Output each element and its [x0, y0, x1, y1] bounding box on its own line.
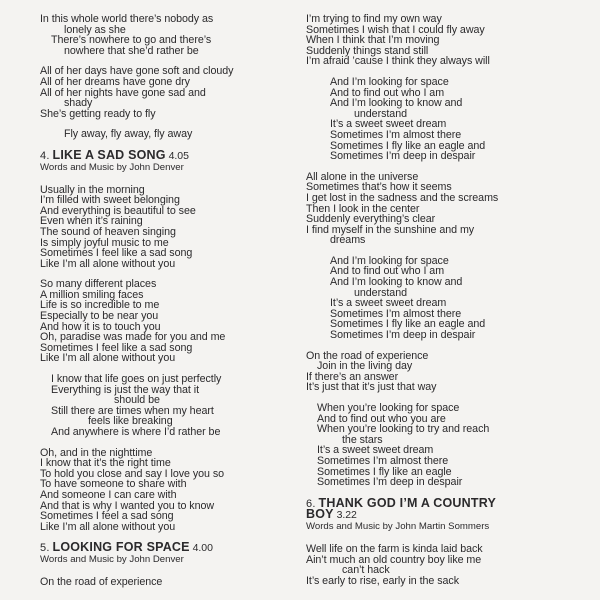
lyric-line: Like I’m all alone without you — [40, 520, 176, 533]
lyric-line: Suddenly everything’s clear — [306, 213, 436, 226]
lyric-line: To hold you close and say I love you so — [40, 467, 225, 480]
lyric-line: Sometimes I’m deep in despair — [330, 329, 476, 342]
song-4-heading — [40, 147, 298, 173]
lyric-line: Then I look in the center — [306, 202, 420, 215]
song-5-lyrics — [40, 577, 298, 588]
song-number: 6. — [306, 497, 316, 510]
song-title: THANK GOD I’M A COUNTRY — [318, 495, 497, 510]
lyric-line: I know that life goes on just perfectly — [51, 373, 222, 386]
song-credit: Words and Music by John Martin Sommers — [306, 520, 490, 532]
song-6-heading — [306, 495, 564, 532]
lyric-line: understand — [354, 286, 407, 299]
song-duration: 4.00 — [192, 542, 213, 555]
lyric-line: All of her days have gone soft and cloudy — [40, 65, 234, 78]
lyric-line: Sometimes I’m almost there — [330, 128, 462, 141]
lyric-line: All alone in the universe — [306, 170, 419, 183]
lyric-line: Sometimes I fly like an eagle — [317, 465, 452, 478]
lyric-line: The sound of heaven singing — [40, 225, 176, 238]
lyric-line: Usually in the morning — [40, 183, 145, 196]
lyric-line: Sometimes I fly like an eagle and — [330, 318, 486, 331]
lyric-line: Well life on the farm is kinda laid back — [306, 542, 483, 555]
lyric-line: And to find out who I am — [330, 265, 445, 278]
lyric-line: I’m filled with sweet belonging — [40, 194, 180, 207]
lyric-line: Oh, paradise was made for you and me — [40, 331, 226, 344]
lyric-line: And I’m looking to know and — [330, 276, 463, 289]
lyric-line: Sometimes I fly like an eagle and — [330, 139, 486, 152]
song-5-lyrics-continued — [306, 14, 564, 488]
lyric-line: can’t hack — [342, 564, 390, 577]
song-duration: 4.05 — [168, 149, 189, 162]
song-6-lyrics — [306, 544, 564, 586]
lyric-line: And I’m looking to know and — [330, 97, 463, 110]
lyric-line: Sometimes I feel a sad song — [40, 510, 174, 523]
lyric-line: feels like breaking — [88, 415, 173, 428]
lyric-line: Sometimes I’m almost there — [317, 454, 449, 467]
lyric-line: And that is why I wanted you to know — [40, 499, 215, 512]
lyric-line: And to find out who you are — [317, 412, 446, 425]
lyric-line: Sometimes I wish that I could fly away — [306, 23, 485, 36]
lyric-line: Sometimes that’s how it seems — [306, 181, 452, 194]
lyric-line: It’s early to rise, early in the sack — [306, 574, 459, 587]
song-number: 4. — [40, 149, 50, 162]
lyric-line: I’m afraid ’cause I think they always will — [306, 55, 490, 68]
lyric-line: Life is so incredible to me — [40, 299, 160, 312]
lyric-line: Is simply joyful music to me — [40, 236, 169, 249]
lyric-line: And to find out who I am — [330, 86, 445, 99]
song-4-lyrics — [40, 185, 298, 533]
lyric-line: dreams — [330, 234, 366, 247]
lyric-line: She’s getting ready to fly — [40, 107, 156, 120]
lyric-line: When you’re looking for space — [317, 402, 460, 414]
lyric-line: To have someone to share with — [40, 478, 187, 491]
lyric-line: And how it is to touch you — [40, 320, 161, 333]
lyric-line: Like I’m all alone without you — [40, 352, 176, 365]
lyric-line: Suddenly things stand still — [306, 44, 429, 57]
lyric-line: Oh, and in the nighttime — [40, 446, 153, 459]
lyric-line: nowhere that she’d rather be — [64, 44, 199, 57]
lyric-line: On the road of experience — [306, 349, 429, 362]
lyric-line: Sometimes I’m deep in despair — [330, 150, 476, 163]
lyric-line: I know that it’s the right time — [40, 457, 171, 470]
right-column — [306, 14, 564, 586]
lyric-line: A million smiling faces — [40, 288, 144, 301]
lyric-line: Even when it’s raining — [40, 215, 143, 228]
lyric-line: It’s just that it’s just that way — [306, 381, 437, 394]
lyric-line: I’m trying to find my own way — [306, 13, 442, 25]
lyric-line: All of her nights have gone sad and — [40, 86, 206, 99]
lyric-line: There’s nowhere to go and there’s — [51, 34, 212, 47]
lyric-line: If there’s an answer — [306, 370, 399, 383]
lyric-line: It’s a sweet sweet dream — [330, 118, 447, 131]
lyric-line: Sometimes I’m deep in despair — [317, 476, 463, 489]
lyric-line: And I’m looking for space — [330, 75, 449, 88]
lyric-line: I get lost in the sadness and the screams — [306, 191, 499, 204]
lyric-line: In this whole world there’s nobody as — [40, 13, 214, 25]
lyric-line: Fly away, fly away, fly away — [64, 128, 193, 141]
lyric-line: Sometimes I feel like a sad song — [40, 341, 193, 354]
lyric-line: It’s a sweet sweet dream — [317, 444, 434, 457]
lyric-line: When you’re looking to try and reach — [317, 423, 490, 436]
lyric-line: On the road of experience — [40, 575, 163, 588]
lyric-line: Ain’t much an old country boy like me — [306, 553, 482, 566]
song-duration: 3.22 — [336, 509, 357, 522]
lyric-line: And someone I can care with — [40, 488, 177, 501]
left-column — [40, 14, 298, 588]
lyric-line: Like I’m all alone without you — [40, 257, 176, 270]
song-title-continued: BOY — [306, 507, 334, 522]
lyric-line: And anywhere is where I’d rather be — [51, 426, 221, 438]
lyric-line: When I think that I’m moving — [306, 34, 440, 47]
lyric-line: I find myself in the sunshine and my — [306, 223, 475, 236]
lyric-line: All of her dreams have gone dry — [40, 75, 190, 88]
lyric-line: And I’m looking for space — [330, 254, 449, 267]
song-credit: Words and Music by John Denver — [40, 161, 184, 173]
lyric-line: It’s a sweet sweet dream — [330, 297, 447, 310]
lyric-line: the stars — [342, 433, 383, 446]
lyric-line: Join in the living day — [317, 360, 413, 373]
lyric-line: understand — [354, 107, 407, 120]
song-5-heading — [40, 542, 298, 565]
lyric-line: Sometimes I feel like a sad song — [40, 247, 193, 260]
intro-verse — [40, 14, 298, 140]
lyric-line: lonely as she — [64, 23, 126, 36]
lyric-line: Still there are times when my heart — [51, 404, 214, 417]
lyric-line: should be — [114, 394, 160, 407]
lyric-line: So many different places — [40, 278, 157, 291]
song-title: LIKE A SAD SONG — [52, 147, 166, 162]
song-credit: Words and Music by John Denver — [40, 553, 184, 565]
song-title: LOOKING FOR SPACE — [52, 540, 190, 555]
lyric-line: shady — [64, 97, 93, 110]
lyric-line: Especially to be near you — [40, 310, 159, 323]
song-number: 5. — [40, 542, 50, 555]
lyric-line: Everything is just the way that it — [51, 383, 199, 396]
lyric-line: And everything is beautiful to see — [40, 204, 196, 217]
lyric-line: Sometimes I’m almost there — [330, 307, 462, 320]
